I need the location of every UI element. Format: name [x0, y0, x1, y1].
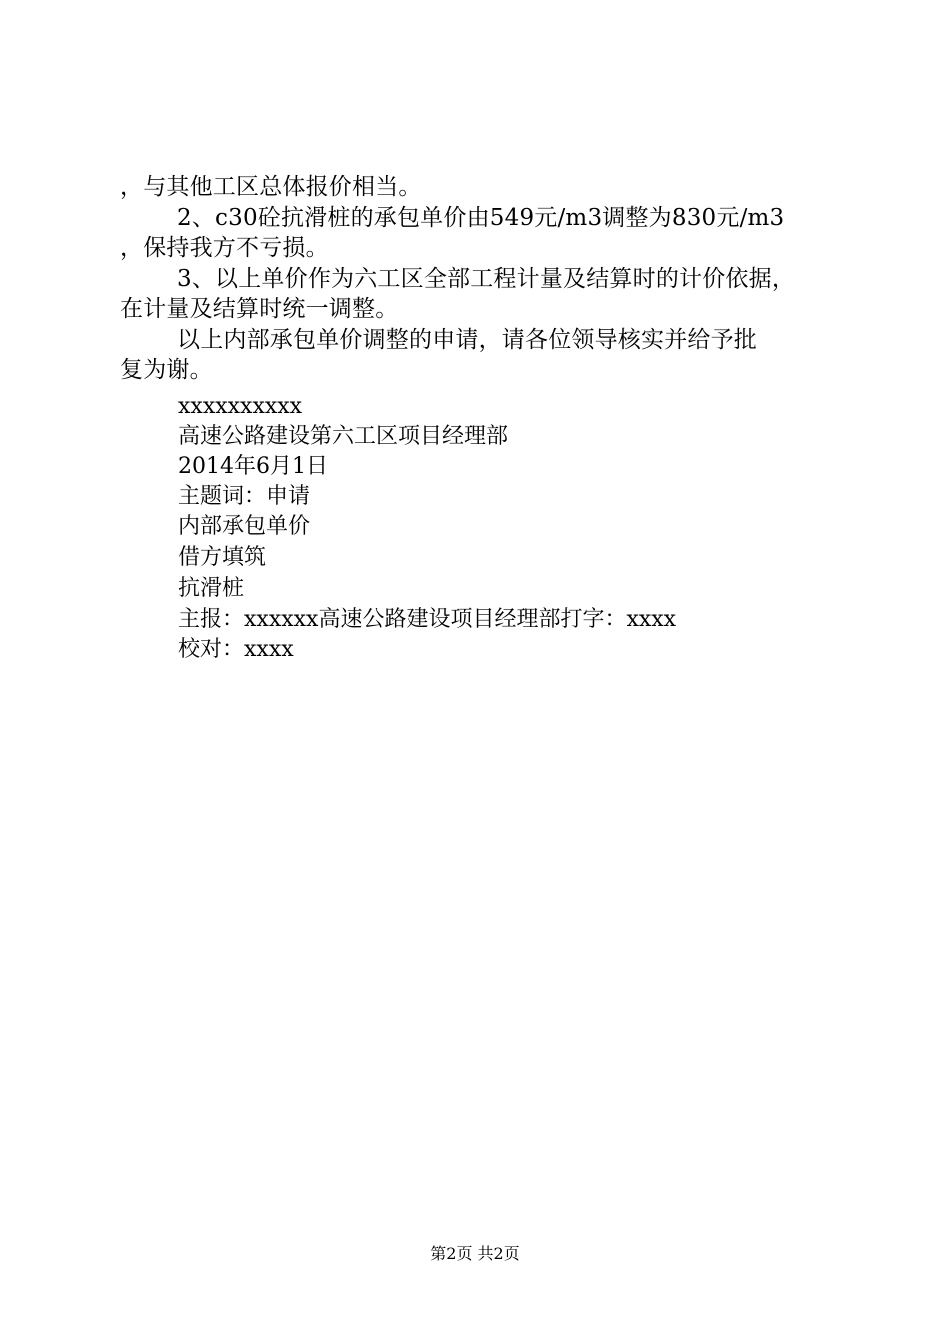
body-line: 2、c30砼抗滑桩的承包单价由549元/m3调整为830元/m3	[177, 204, 785, 231]
proofread-line: 校对：xxxx	[178, 637, 294, 662]
keyword-item: 抗滑桩	[178, 576, 245, 601]
body-line: 以上内部承包单价调整的申请，请各位领导核实并给予批	[177, 326, 757, 353]
body-line: 3、以上单价作为六工区全部工程计量及结算时的计价依据，	[177, 265, 796, 292]
body-line: 在计量及结算时统一调整。	[120, 296, 399, 322]
document-body	[120, 172, 840, 386]
keyword-item: 借方填筑	[178, 545, 267, 570]
signature-date: 2014年6月1日	[178, 454, 328, 479]
signature-name: xxxxxxxxxx	[178, 394, 303, 419]
body-line: 复为谢。	[120, 357, 213, 383]
page-number-footer: 第2页 共2页	[430, 1244, 520, 1263]
body-line: ，保持我方不亏损。	[120, 235, 329, 261]
body-line: ，与其他工区总体报价相当。	[120, 174, 422, 200]
signature-department: 高速公路建设第六工区项目经理部	[178, 424, 509, 449]
keywords-label: 主题词：申请	[178, 484, 311, 509]
report-line: 主报：xxxxxx高速公路建设项目经理部打字：xxxx	[178, 607, 677, 632]
keyword-item: 内部承包单价	[178, 514, 311, 539]
